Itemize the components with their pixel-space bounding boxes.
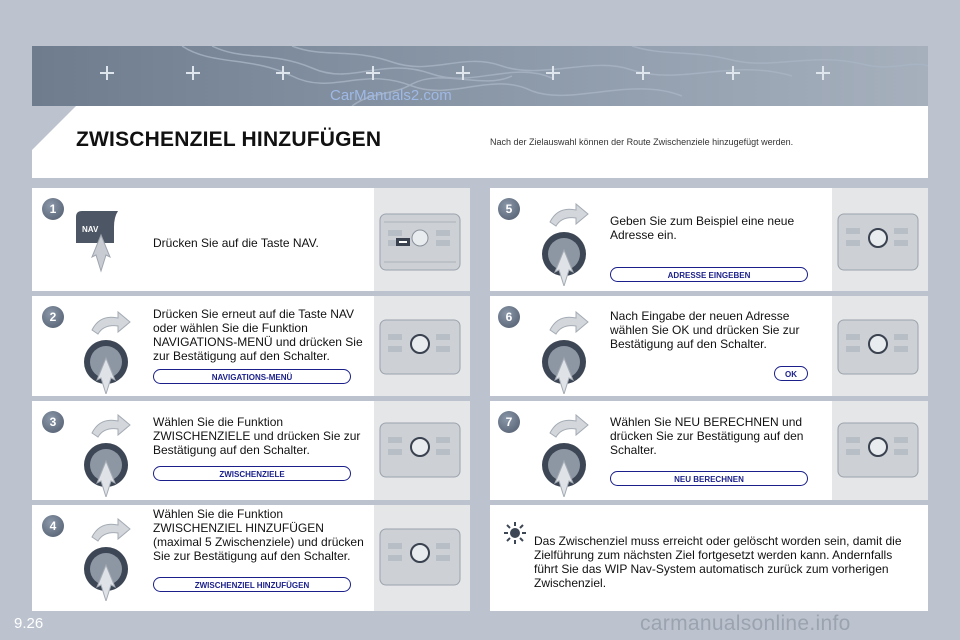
nav-key-icon [74, 209, 124, 278]
step-6-panel [490, 296, 928, 396]
console-photo [832, 188, 928, 291]
rotary-knob-icon [78, 517, 138, 606]
neu-berechnen-button[interactable]: NEU BERECHNEN [610, 471, 808, 486]
step-text: Wählen Sie die Funktion ZWISCHENZIEL HINZUFÜGEN (maximal 5 Zwischenziele) und drücken Sie zur Bestätigung auf den Schalter. [153, 507, 364, 563]
console-photo [832, 401, 928, 500]
tip-text: Das Zwischenziel muss erreicht oder gelöscht worden sein, damit die Zielführung zum nächsten Ziel fortgesetzt werden kann. Andernfalls führt Sie das WIP Nav-System automatisch zurück zum vorherigen Zwischenziel. [534, 534, 902, 590]
page-title: ZWISCHENZIEL HINZUFÜGEN [76, 128, 382, 151]
step-text: Geben Sie zum Beispiel eine neue Adresse ein. [610, 214, 795, 242]
step-number-badge: 4 [42, 515, 64, 537]
step-number-badge: 2 [42, 306, 64, 328]
watermark-bottom: carmanualsonline.info [640, 612, 851, 635]
step-3-panel [32, 401, 470, 500]
rotary-knob-icon [536, 413, 596, 502]
step-2-panel [32, 296, 470, 396]
header-note: Nach der Zielauswahl können der Route Zwischenziele hinzugefügt werden. [490, 137, 794, 147]
console-photo [374, 296, 470, 396]
header-map-banner [32, 46, 928, 106]
step-number-badge: 7 [498, 411, 520, 433]
rotary-knob-icon [536, 310, 596, 399]
step-number-badge: 6 [498, 306, 520, 328]
ok-button[interactable]: OK [774, 366, 808, 381]
tip-panel [490, 505, 928, 611]
step-1-panel [32, 188, 470, 291]
topographic-pattern [32, 46, 928, 106]
console-photo [374, 188, 470, 291]
step-number-badge: 3 [42, 411, 64, 433]
page-number: 9.26 [14, 615, 44, 632]
rotary-knob-icon [78, 413, 138, 502]
zwischenziele-button[interactable]: ZWISCHENZIELE [153, 466, 351, 481]
step-text: Wählen Sie NEU BERECHNEN und drücken Sie zur Bestätigung auf den Schalter. [610, 415, 804, 457]
console-photo [832, 296, 928, 396]
navigations-menu-button[interactable]: NAVIGATIONS-MENÜ [153, 369, 351, 384]
adresse-eingeben-button[interactable]: ADRESSE EINGEBEN [610, 267, 808, 282]
step-text: Wählen Sie die Funktion ZWISCHENZIELE und drücken Sie zur Bestätigung auf den Schalter. [153, 415, 361, 457]
rotary-knob-icon [536, 202, 596, 291]
step-7-panel [490, 401, 928, 500]
light-bulb-icon [503, 521, 527, 550]
step-number-badge: 5 [498, 198, 520, 220]
step-5-panel [490, 188, 928, 291]
console-photo [374, 505, 470, 611]
svg-text:NAV: NAV [82, 225, 99, 234]
console-photo [374, 401, 470, 500]
watermark-top: CarManuals2.com [330, 87, 452, 104]
step-4-panel [32, 505, 470, 611]
rotary-knob-icon [78, 310, 138, 399]
zwischenziel-hinzufuegen-button[interactable]: ZWISCHENZIEL HINZUFÜGEN [153, 577, 351, 592]
step-text: Drücken Sie auf die Taste NAV. [153, 236, 319, 250]
step-text: Drücken Sie erneut auf die Taste NAV oder wählen Sie die Funktion NAVIGATIONS-MENÜ und drücken Sie zur Bestätigung auf den Schalter. [153, 307, 363, 363]
step-text: Nach Eingabe der neuen Adresse wählen Sie OK und drücken Sie zur Bestätigung auf den Schalter. [610, 309, 800, 351]
step-number-badge: 1 [42, 198, 64, 220]
